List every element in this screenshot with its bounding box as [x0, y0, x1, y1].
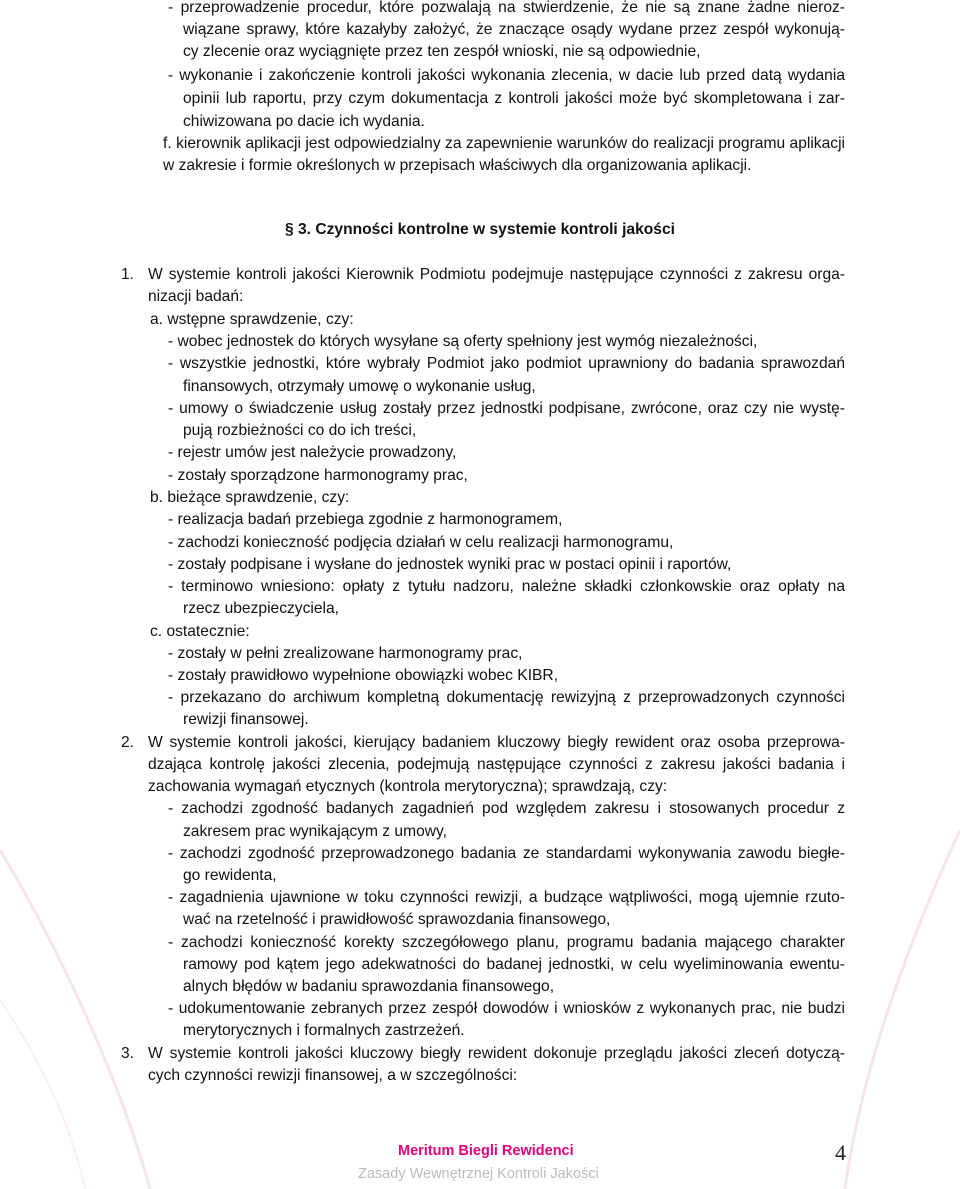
text-line: W systemie kontroli jakości kluczowy biegły rewident dokonuje przeglądu jakości zleceń dotyczą- [148, 1045, 845, 1062]
list-number: 2. [121, 734, 135, 751]
text-line: f. kierownik aplikacji jest odpowiedzialny za zapewnienie warunków do realizacji programu aplikacji [163, 135, 845, 152]
sub-item-label: b. bieżące sprawdzenie, czy: [150, 489, 350, 506]
text-line: zakresem prac wynikającym z umowy, [183, 823, 448, 840]
text-line: cy zlecenie oraz wyciągnięte przez ten zespół wnioski, nie są odpowiednie, [183, 43, 701, 60]
text-line: - zachodzi konieczność podjęcia działań w celu realizacji harmonogramu, [168, 534, 674, 551]
text-line: merytorycznych i formalnych zastrzeżeń. [183, 1022, 465, 1039]
text-line: - terminowo wniesiono: opłaty z tytułu nadzoru, należne składki członkowskie oraz opłaty na [168, 578, 845, 595]
text-line: wiązane sprawy, które kazałyby założyć, że znaczące osądy wydane przez zespół wykonują- [183, 21, 845, 38]
text-line: - wykonanie i zakończenie kontroli jakości wykonania zlecenia, w dacie lub przed datą wydania [168, 67, 845, 84]
text-line: - zagadnienia ujawnione w toku czynności rewizji, a budzące wątpliwości, mogą ujemnie rzuto- [168, 889, 845, 906]
text-line: - zostały podpisane i wysłane do jednostek wyniki prac w postaci opinii i raportów, [168, 556, 732, 573]
list-number: 3. [121, 1045, 135, 1062]
text-line: - wszystkie jednostki, które wybrały Podmiot jako podmiot uprawniony do badania sprawozdań [168, 355, 845, 372]
page-number: 4 [835, 1140, 846, 1165]
footer-company-name: Meritum Biegli Rewidenci [398, 1143, 574, 1159]
sub-item-label: c. ostatecznie: [150, 623, 250, 640]
text-line: rzecz ubezpieczyciela, [183, 600, 340, 617]
text-line: w zakresie i formie określonych w przepisach właściwych dla organizowania aplikacji. [163, 157, 752, 174]
text-line: - zachodzi zgodność przeprowadzonego badania ze standardami wykonywania zawodu biegłe- [168, 845, 845, 862]
section-heading: § 3. Czynności kontrolne w systemie kontroli jakości [285, 221, 675, 238]
text-line: - przekazano do archiwum kompletną dokumentację rewizyjną z przeprowadzonych czynności [168, 689, 845, 706]
text-line: - zachodzi konieczność korekty szczegółowego planu, programu badania mającego charakter [168, 934, 845, 951]
text-line: - rejestr umów jest należycie prowadzony, [168, 444, 457, 461]
text-line: opinii lub raportu, przy czym dokumentacja z kontroli jakości może być skompletowana i zar- [183, 90, 845, 107]
text-line: zachowania wymagań etycznych (kontrola merytoryczna); sprawdzają, czy: [148, 778, 668, 795]
list-number: 1. [121, 266, 135, 283]
text-line: - zostały w pełni zrealizowane harmonogramy prac, [168, 645, 523, 662]
text-line: - zachodzi zgodność badanych zagadnień pod względem zakresu i stosowanych procedur z [168, 800, 845, 817]
text-line: - udokumentowanie zebranych przez zespół dowodów i wniosków z wykonanych prac, nie budzi [168, 1000, 845, 1017]
text-line: chiwizowana po dacie ich wydania. [183, 113, 425, 130]
footer-subtitle: Zasady Wewnętrznej Kontroli Jakości [358, 1166, 599, 1182]
text-line: ramowy pod kątem jego adekwatności do badanej jednostki, w celu wyeliminowania ewentu- [183, 956, 845, 973]
text-line: cych czynności rewizji finansowej, a w szczególności: [148, 1067, 518, 1084]
text-line: - realizacja badań przebiega zgodnie z harmonogramem, [168, 511, 563, 528]
text-line: rewizji finansowej. [183, 711, 309, 728]
text-line: - zostały sporządzone harmonogramy prac, [168, 467, 468, 484]
text-line: dzająca kontrolę jakości zlecenia, podejmują następujące czynności z zakresu jakości badania i [148, 756, 845, 773]
text-line: - umowy o świadczenie usług zostały przez jednostki podpisane, zwrócone, oraz czy nie wystę- [168, 400, 845, 417]
text-line: pują rozbieżności co do ich treści, [183, 422, 417, 439]
text-line: wać na rzetelność i prawidłowość sprawozdania finansowego, [183, 911, 611, 928]
text-line: nizacji badań: [148, 288, 244, 305]
text-line: go rewidenta, [183, 867, 277, 884]
text-line: - zostały prawidłowo wypełnione obowiązki wobec KIBR, [168, 667, 559, 684]
text-line: alnych błędów w badaniu sprawozdania finansowego, [183, 978, 555, 995]
text-line: - wobec jednostek do których wysyłane są oferty spełniony jest wymóg niezależności, [168, 333, 758, 350]
sub-item-label: a. wstępne sprawdzenie, czy: [150, 311, 354, 328]
text-line: - przeprowadzenie procedur, które pozwalają na stwierdzenie, że nie są znane żadne nieroz- [168, 0, 845, 16]
text-line: W systemie kontroli jakości, kierujący badaniem kluczowy biegły rewident oraz osoba przeprowa- [148, 734, 845, 751]
text-line: finansowych, otrzymały umowę o wykonanie usług, [183, 378, 536, 395]
text-line: W systemie kontroli jakości Kierownik Podmiotu podejmuje następujące czynności z zakresu orga- [148, 266, 845, 283]
